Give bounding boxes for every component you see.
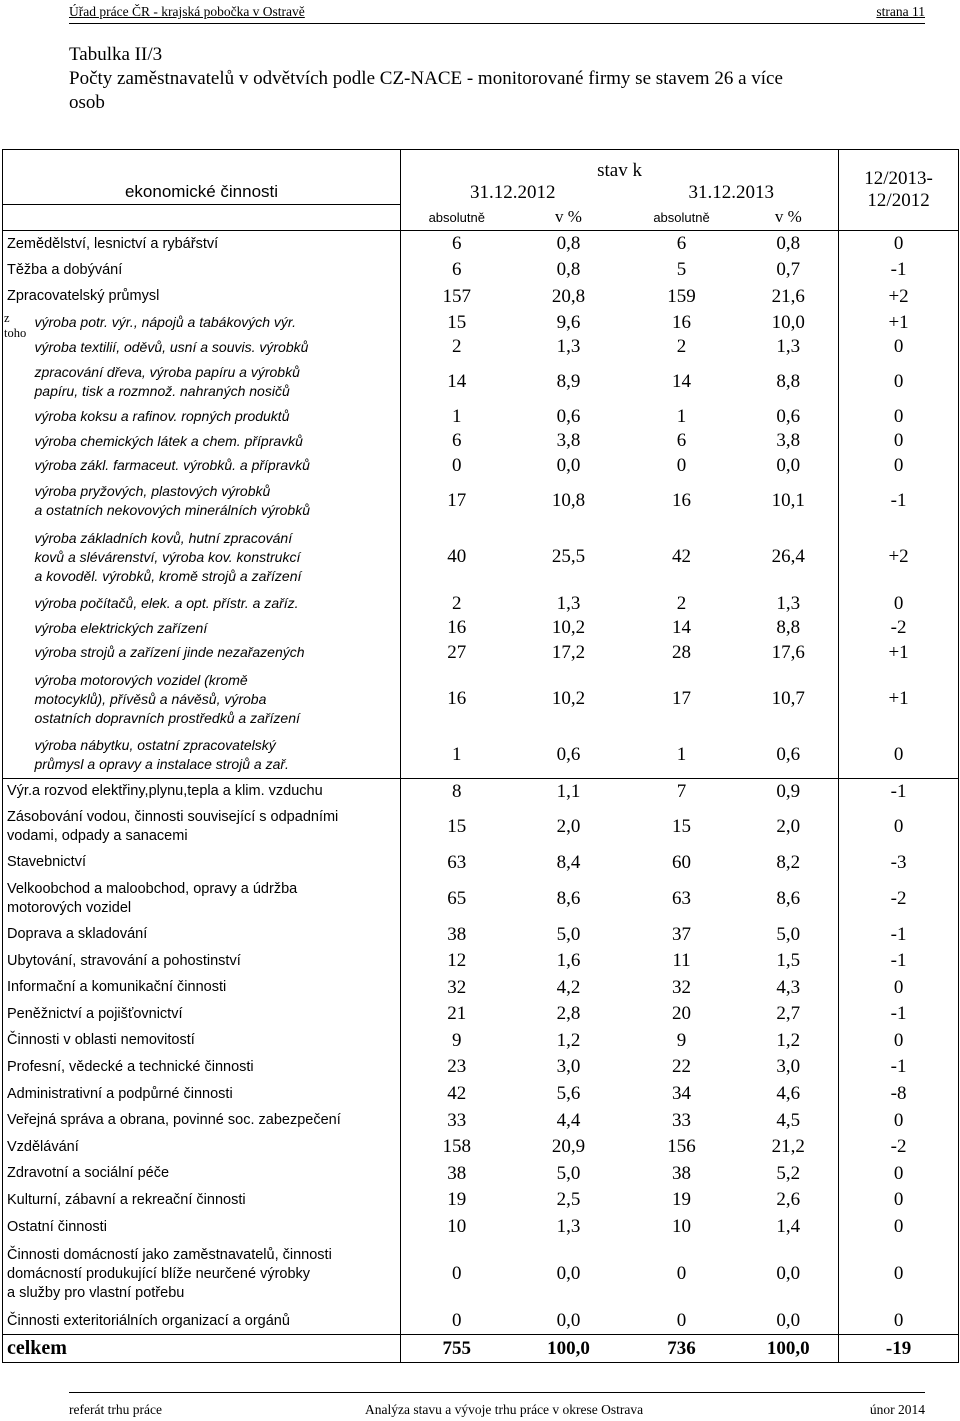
cell-p2: 0,0 — [776, 454, 801, 476]
cell-p1: 3,8 — [556, 430, 581, 452]
table-row — [3, 1240, 959, 1308]
total-p1: 100,0 — [513, 1335, 625, 1363]
cell-v1: 23 — [447, 1056, 467, 1078]
cell-p2: 5,2 — [776, 1162, 801, 1184]
table-row — [3, 1214, 959, 1241]
cell-d: -3 — [839, 850, 959, 877]
cell-d: 0 — [839, 1161, 959, 1188]
cell-v2: 2 — [676, 592, 687, 614]
cell-v1: 32 — [447, 976, 467, 998]
row-label: Peněžnictví a pojišťovnictví — [3, 1001, 401, 1028]
cell-v1: 38 — [447, 923, 467, 945]
pct-2013-header: v % — [739, 205, 839, 231]
cell-p1: 8,9 — [556, 370, 581, 392]
cell-p1: 0,8 — [556, 233, 581, 255]
cell-d: -1 — [839, 948, 959, 975]
cell-v2: 14 — [672, 617, 692, 639]
cell-p2: 0,7 — [776, 259, 801, 281]
cell-d: -2 — [839, 616, 959, 641]
table-row-sub — [3, 733, 959, 778]
cell-v1: 158 — [442, 1136, 472, 1158]
cell-p1: 4,2 — [556, 976, 581, 998]
cell-p1: 3,0 — [556, 1056, 581, 1078]
cell-v2: 38 — [672, 1162, 692, 1184]
cell-v2: 1 — [676, 744, 687, 766]
abs-2013-header: absolutně — [625, 205, 739, 231]
row-label: Činnosti v oblasti nemovitostí — [3, 1028, 401, 1055]
cell-p2: 4,5 — [776, 1109, 801, 1131]
cell-d: 0 — [839, 733, 959, 778]
total-d: -19 — [839, 1335, 959, 1363]
cell-d: -1 — [839, 1001, 959, 1028]
cell-d: +1 — [839, 310, 959, 335]
row-label: Administrativní a podpůrné činnosti — [3, 1081, 401, 1108]
table-row — [3, 1308, 959, 1335]
cell-v1: 1 — [452, 405, 462, 427]
page-header — [69, 3, 925, 24]
cell-p2: 17,6 — [771, 641, 805, 663]
cell-p1: 1,2 — [556, 1029, 581, 1051]
cell-p1: 5,0 — [556, 923, 581, 945]
cell-v2: 14 — [672, 370, 692, 392]
cell-v2: 9 — [676, 1029, 687, 1051]
cell-v1: 9 — [452, 1029, 462, 1051]
cell-p1: 4,4 — [556, 1109, 581, 1131]
cell-p2: 1,2 — [776, 1029, 801, 1051]
row-label: Informační a komunikační činnosti — [3, 974, 401, 1001]
table-row — [3, 948, 959, 975]
cell-v1: 16 — [447, 688, 467, 710]
cell-p1: 2,8 — [556, 1003, 581, 1025]
abs-2012-header: absolutně — [401, 205, 513, 231]
cell-p2: 8,8 — [776, 370, 801, 392]
cell-v1: 2 — [452, 592, 462, 614]
cell-p1: 2,0 — [556, 816, 581, 838]
table-row — [3, 778, 959, 805]
cell-p2: 1,4 — [776, 1216, 801, 1238]
header-row-3 — [3, 205, 959, 231]
cell-v1: 157 — [442, 285, 472, 307]
footer-date: únor 2014 — [869, 1402, 925, 1417]
cell-d: +2 — [839, 523, 959, 591]
cell-v1: 19 — [447, 1189, 467, 1211]
cell-v2: 16 — [672, 311, 692, 333]
cell-v1: 6 — [452, 259, 462, 281]
cell-p2: 2,7 — [776, 1003, 801, 1025]
cell-v1: 33 — [447, 1109, 467, 1131]
cell-d: -1 — [839, 778, 959, 805]
title-line-3: osob — [69, 92, 105, 113]
cell-d: -1 — [839, 478, 959, 523]
cell-v1: 42 — [447, 1083, 467, 1105]
cell-p2: 1,5 — [776, 950, 801, 972]
cell-p2: 2,6 — [776, 1189, 801, 1211]
subrow-label: výroba strojů a zařízení jinde nezařazených — [33, 640, 401, 665]
cell-d: -1 — [839, 921, 959, 948]
cell-v2: 34 — [672, 1083, 692, 1105]
cell-v2: 6 — [676, 430, 687, 452]
cell-v2: 37 — [672, 923, 692, 945]
table-row-sub — [3, 591, 959, 616]
cell-v2: 20 — [672, 1003, 692, 1025]
table-row-sub — [3, 478, 959, 523]
table-row-sub — [3, 335, 959, 360]
header-office: Úřad práce ČR - krajská pobočka v Ostravě — [69, 4, 305, 19]
cell-p1: 0,8 — [556, 259, 581, 281]
cell-v2: 33 — [672, 1109, 692, 1131]
cell-d: -1 — [839, 257, 959, 284]
cell-v2: 32 — [672, 976, 692, 998]
cell-v1: 40 — [447, 546, 467, 568]
cell-p2: 3,8 — [776, 430, 801, 452]
cell-p2: 21,2 — [771, 1136, 805, 1158]
cell-v1: 17 — [447, 489, 467, 511]
table-row — [3, 876, 959, 921]
row-label: Zásobování vodou, činnosti související s odpadními vodami, odpady a sanacemi — [3, 805, 401, 850]
cell-v1: 65 — [447, 887, 467, 909]
cell-p2: 2,0 — [776, 816, 801, 838]
date-2013-header: 31.12.2013 — [688, 182, 775, 203]
cell-d: 0 — [839, 1187, 959, 1214]
row-label: Zdravotní a sociální péče — [3, 1161, 401, 1188]
cell-d: 0 — [839, 591, 959, 616]
cell-d: 0 — [839, 974, 959, 1001]
cell-v1: 8 — [401, 778, 513, 805]
cell-p1: 1,3 — [556, 592, 581, 614]
cell-v1: 0 — [452, 454, 462, 476]
cell-d: 0 — [839, 1308, 959, 1335]
row-label: Ubytování, stravování a pohostinství — [3, 948, 401, 975]
cell-v1: 10 — [447, 1216, 467, 1238]
row-label: Kulturní, zábavní a rekreační činnosti — [3, 1187, 401, 1214]
table-row — [3, 974, 959, 1001]
cell-p1: 8,6 — [556, 887, 581, 909]
cell-p1: 0,0 — [556, 1310, 581, 1332]
cell-d: 0 — [839, 1028, 959, 1055]
table-row — [3, 921, 959, 948]
cell-v1: 38 — [447, 1162, 467, 1184]
cell-v2: 16 — [672, 489, 692, 511]
cell-v2: 60 — [672, 851, 692, 873]
table-row — [3, 1187, 959, 1214]
cell-v2: 156 — [667, 1136, 696, 1158]
row-label: Výr.a rozvod elektřiny,plynu,tepla a klim. vzduchu — [3, 778, 401, 805]
ztoho-label: z toho — [3, 310, 33, 778]
cell-d: 0 — [839, 1214, 959, 1241]
cell-p2: 4,3 — [776, 976, 801, 998]
activity-header: ekonomické činnosti — [3, 150, 401, 205]
cell-p1: 0,6 — [556, 405, 581, 427]
row-label: Velkoobchod a maloobchod, opravy a údržba motorových vozidel — [3, 876, 401, 921]
title-line-1: Tabulka II/3 — [69, 44, 163, 65]
row-label: Vzdělávání — [3, 1134, 401, 1161]
table-row-sub — [3, 310, 959, 335]
cell-p1: 1,6 — [556, 950, 581, 972]
row-label: Činnosti domácností jako zaměstnavatelů, činnosti domácností produkující blíže neurčené výrobky a služby pro vlastní potřebu — [3, 1240, 401, 1308]
change-header: 12/2013- 12/2012 — [839, 150, 959, 231]
cell-v1: 16 — [447, 617, 467, 639]
table-row-sub — [3, 429, 959, 454]
cell-p2: 3,0 — [776, 1056, 801, 1078]
cell-p2: 0,0 — [776, 1310, 801, 1332]
cell-p2: 8,6 — [776, 887, 801, 909]
subrow-label: výroba nábytku, ostatní zpracovatelský průmysl a opravy a instalace strojů a zař. — [33, 733, 401, 778]
cell-d: 0 — [839, 359, 959, 404]
cell-v1: 6 — [452, 233, 462, 255]
footer-report-title: Analýza stavu a vývoje trhu práce v okrese Ostrava — [365, 1402, 644, 1417]
row-label: Zpracovatelský průmysl — [3, 284, 401, 311]
table-row — [3, 850, 959, 877]
cell-p2: 21,6 — [771, 285, 805, 307]
total-p2: 100,0 — [739, 1335, 839, 1363]
table-row — [3, 1028, 959, 1055]
table-row-sub — [3, 616, 959, 641]
cell-p2: 10,7 — [771, 688, 805, 710]
row-label: Profesní, vědecké a technické činnosti — [3, 1054, 401, 1081]
cell-v1: 1 — [452, 744, 462, 766]
table-row — [3, 257, 959, 284]
cell-d: -2 — [839, 876, 959, 921]
cell-p2: 0,9 — [739, 778, 839, 805]
table-title — [69, 43, 949, 115]
row-label: Zemědělství, lesnictví a rybářství — [3, 231, 401, 258]
cell-d: 0 — [839, 231, 959, 258]
cell-p1: 0,0 — [556, 454, 581, 476]
cell-p1: 9,6 — [556, 311, 581, 333]
pct-2012-header: v % — [513, 205, 625, 231]
header-page-number: strana 11 — [876, 4, 925, 19]
stav-k-header: stav k — [401, 150, 839, 182]
table-row-sub — [3, 640, 959, 665]
subrow-label: výroba pryžových, plastových výrobků a ostatních nekovových minerálních výrobků — [33, 478, 401, 523]
total-label: celkem — [3, 1335, 401, 1363]
cell-p2: 8,8 — [776, 617, 801, 639]
cell-d: 0 — [839, 454, 959, 479]
cell-v2: 2 — [676, 336, 687, 358]
subrow-label: výroba zákl. farmaceut. výrobků. a přípravků — [33, 454, 401, 479]
cell-p1: 8,4 — [556, 851, 581, 873]
row-label: Těžba a dobývání — [3, 257, 401, 284]
cell-v2: 28 — [672, 641, 692, 663]
subrow-label: výroba elektrických zařízení — [33, 616, 401, 641]
cell-p2: 26,4 — [771, 546, 805, 568]
cell-p2: 0,8 — [776, 233, 801, 255]
header-row-1 — [3, 150, 959, 182]
table-row — [3, 284, 959, 311]
subrow-label: zpracování dřeva, výroba papíru a výrobků papíru, tisk a rozmnož. nahraných nosičů — [33, 359, 401, 404]
cell-v1: 0 — [452, 1263, 462, 1285]
cell-v2: 15 — [672, 816, 692, 838]
cell-v1: 21 — [447, 1003, 467, 1025]
page-footer — [69, 1392, 925, 1421]
cell-v2: 5 — [676, 259, 687, 281]
cell-v1: 27 — [447, 641, 467, 663]
cell-p2: 0,0 — [776, 1263, 801, 1285]
table-row-sub — [3, 404, 959, 429]
cell-v1: 0 — [452, 1310, 462, 1332]
cell-p1: 5,0 — [556, 1162, 581, 1184]
cell-v2: 159 — [667, 285, 696, 307]
title-line-2: Počty zaměstnavatelů v odvětvích podle CZ-NACE - monitorované firmy se stavem 26 a více — [69, 68, 783, 89]
cell-v2: 0 — [676, 1310, 687, 1332]
cell-v2: 42 — [672, 546, 692, 568]
cell-v2: 10 — [672, 1216, 692, 1238]
cell-p1: 10,2 — [551, 688, 586, 710]
cell-v2: 0 — [676, 454, 687, 476]
total-v2: 736 — [625, 1335, 739, 1363]
cell-v1: 63 — [447, 851, 467, 873]
cell-p1: 2,5 — [556, 1189, 581, 1211]
row-label: Stavebnictví — [3, 850, 401, 877]
cell-d: +2 — [839, 284, 959, 311]
employers-table — [2, 149, 959, 1363]
subrow-label: výroba motorových vozidel (kromě motocyklů), přívěsů a návěsů, výroba ostatních dopravních prostředků a zařízení — [33, 665, 401, 733]
total-v1: 755 — [401, 1335, 513, 1363]
cell-v1: 12 — [447, 950, 467, 972]
cell-p1: 1,1 — [513, 778, 625, 805]
subrow-label: výroba koksu a rafinov. ropných produktů — [33, 404, 401, 429]
subrow-label: výroba potr. výr., nápojů a tabákových výr. — [33, 310, 401, 335]
cell-v2: 7 — [625, 778, 739, 805]
cell-p1: 25,5 — [551, 546, 586, 568]
cell-v2: 11 — [672, 950, 691, 972]
cell-v2: 17 — [672, 688, 692, 710]
cell-v2: 63 — [672, 887, 692, 909]
cell-d: 0 — [839, 335, 959, 360]
table-row — [3, 231, 959, 258]
cell-p1: 1,3 — [556, 1216, 581, 1238]
cell-p1: 17,2 — [551, 641, 586, 663]
table-row — [3, 1134, 959, 1161]
cell-p1: 1,3 — [556, 336, 581, 358]
cell-d: 0 — [839, 1107, 959, 1134]
cell-v2: 19 — [672, 1189, 692, 1211]
cell-d: 0 — [839, 1240, 959, 1308]
subrow-label: výroba počítačů, elek. a opt. přístr. a zaříz. — [33, 591, 401, 616]
cell-p2: 10,1 — [771, 489, 805, 511]
cell-p1: 5,6 — [556, 1083, 581, 1105]
cell-p2: 1,3 — [776, 336, 801, 358]
cell-p2: 10,0 — [771, 311, 805, 333]
table-row — [3, 1107, 959, 1134]
table-row-sub — [3, 665, 959, 733]
subrow-label: výroba základních kovů, hutní zpracování kovů a slévárenství, výroba kov. konstrukcí a kovoděl. výrobků, kromě strojů a zařízení — [33, 523, 401, 591]
cell-p1: 20,9 — [551, 1136, 586, 1158]
cell-p2: 8,2 — [776, 851, 801, 873]
table-row — [3, 805, 959, 850]
cell-p1: 20,8 — [551, 285, 586, 307]
subrow-label: výroba chemických látek a chem. přípravků — [33, 429, 401, 454]
table-row-sub — [3, 359, 959, 404]
cell-v1: 14 — [447, 370, 467, 392]
cell-d: 0 — [839, 429, 959, 454]
subrow-label: výroba textilií, oděvů, usní a souvis. výrobků — [33, 335, 401, 360]
cell-p2: 4,6 — [776, 1083, 801, 1105]
cell-p1: 10,8 — [551, 489, 586, 511]
cell-d: -1 — [839, 1054, 959, 1081]
cell-v2: 1 — [676, 405, 687, 427]
cell-v1: 15 — [447, 816, 467, 838]
cell-d: 0 — [839, 805, 959, 850]
cell-p2: 0,6 — [776, 405, 801, 427]
row-label: Činnosti exteritoriálních organizací a orgánů — [3, 1308, 401, 1335]
table-row — [3, 1161, 959, 1188]
cell-p1: 10,2 — [551, 617, 586, 639]
cell-p2: 1,3 — [776, 592, 801, 614]
table-row — [3, 1001, 959, 1028]
cell-v1: 6 — [452, 430, 462, 452]
cell-d: -2 — [839, 1134, 959, 1161]
footer-department: referát trhu práce — [69, 1402, 162, 1417]
cell-p1: 0,0 — [556, 1263, 581, 1285]
cell-p2: 5,0 — [776, 923, 801, 945]
cell-v2: 6 — [676, 233, 687, 255]
table-row-sub — [3, 454, 959, 479]
row-label: Ostatní činnosti — [3, 1214, 401, 1241]
table-row-sub — [3, 523, 959, 591]
total-row — [3, 1335, 959, 1363]
table-row — [3, 1054, 959, 1081]
cell-d: +1 — [839, 640, 959, 665]
cell-d: +1 — [839, 665, 959, 733]
table-row — [3, 1081, 959, 1108]
row-label: Doprava a skladování — [3, 921, 401, 948]
row-label: Veřejná správa a obrana, povinné soc. zabezpečení — [3, 1107, 401, 1134]
cell-p2: 0,6 — [776, 744, 801, 766]
date-2012-header: 31.12.2012 — [470, 182, 556, 203]
cell-v1: 15 — [447, 311, 467, 333]
cell-v2: 0 — [676, 1263, 687, 1285]
cell-d: -8 — [839, 1081, 959, 1108]
cell-v2: 22 — [672, 1056, 692, 1078]
cell-v1: 2 — [452, 336, 462, 358]
cell-p1: 0,6 — [556, 744, 581, 766]
cell-d: 0 — [839, 404, 959, 429]
